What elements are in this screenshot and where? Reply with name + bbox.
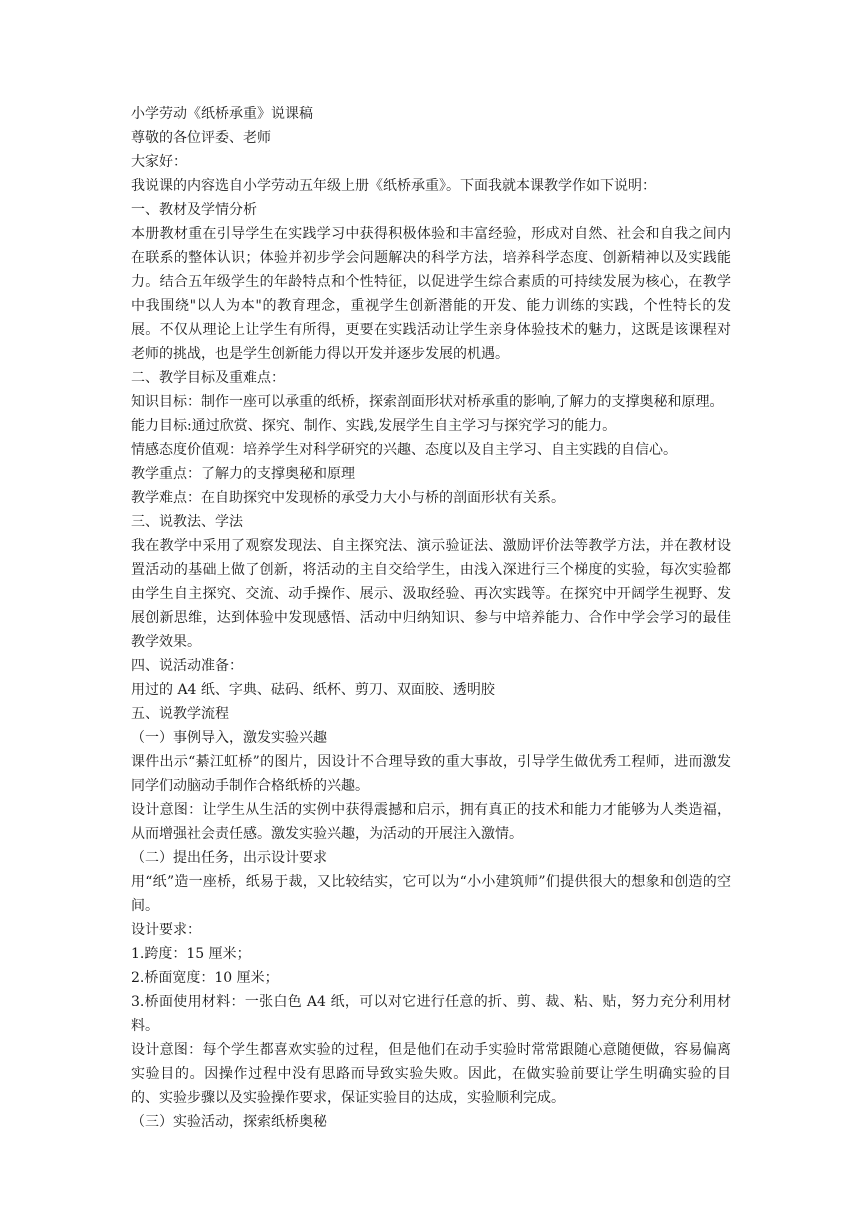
document-page (131, 102, 731, 1134)
greeting: 尊敬的各位评委、老师 (131, 130, 271, 146)
process-2-paragraph: 用“纸”造一座桥，纸易于裁，又比较结实，它可以为“小小建筑师”们提供很大的想象和创造的空间。 (131, 874, 731, 914)
section-heading-2: 二、教学目标及重难点： (131, 370, 285, 386)
process-1-paragraph: 课件出示“綦江虹桥”的图片，因设计不合理导致的重大事故，引导学生做优秀工程师，进而激发同学们动脑动手制作合格纸桥的兴趣。 (131, 754, 731, 794)
process-heading-3: （三）实验活动，探索纸桥奥秘 (131, 1114, 327, 1130)
section-heading-5: 五、说教学流程 (131, 706, 229, 722)
requirement-material: 3.桥面使用材料：一张白色 A4 纸，可以对它进行任意的折、剪、裁、粘、贴，努力充分利用材料。 (131, 994, 731, 1034)
requirement-width: 2.桥面宽度：10 厘米； (131, 970, 279, 986)
emotion-goal: 情感态度价值观：培养学生对科学研究的兴趣、态度以及自主学习、自主实践的自信心。 (131, 442, 677, 458)
knowledge-goal: 知识目标：制作一座可以承重的纸桥，探索剖面形状对桥承重的影响,了解力的支撑奥秘和原理。 (131, 394, 724, 410)
salutation: 大家好： (131, 154, 187, 170)
teaching-key-point: 教学重点：了解力的支撑奥秘和原理 (131, 466, 355, 482)
materials-list: 用过的 A4 纸、字典、砝码、纸杯、剪刀、双面胶、透明胶 (131, 682, 495, 698)
requirements-label: 设计要求： (131, 922, 201, 938)
requirement-span: 1.跨度：15 厘米； (131, 946, 251, 962)
process-heading-1: （一）事例导入，激发实验兴趣 (131, 730, 327, 746)
section-heading-1: 一、教材及学情分析 (131, 202, 257, 218)
document-title: 小学劳动《纸桥承重》说课稿 (131, 106, 313, 122)
section-1-paragraph: 本册教材重在引导学生在实践学习中获得积极体验和丰富经验，形成对自然、社会和自我之间内在联系的整体认识；体验并初步学会问题解决的科学方法，培养科学态度、创新精神以及实践能力。结合五年级学生的年龄特点和个性特征，以促进学生综合素质的可持续发展为核心，在教学中我围绕"以人为本"的教育理念，重视学生创新潜能的开发、能力训练的实践，个性特长的发展。不仅从理论上让学生有所得，更要在实践活动让学生亲身体验技术的魅力，这既是该课程对老师的挑战，也是学生创新能力得以开发并逐步发展的机遇。 (131, 226, 731, 362)
section-heading-4: 四、说活动准备： (131, 658, 243, 674)
ability-goal: 能力目标:通过欣赏、探究、制作、实践,发展学生自主学习与探究学习的能力。 (131, 418, 617, 434)
section-heading-3: 三、说教法、学法 (131, 514, 243, 530)
intro-text: 我说课的内容选自小学劳动五年级上册《纸桥承重》。下面我就本课教学作如下说明： (131, 178, 656, 194)
teaching-difficulty: 教学难点：在自助探究中发现桥的承受力大小与桥的剖面形状有关系。 (131, 490, 565, 506)
process-heading-2: （二）提出任务，出示设计要求 (131, 850, 327, 866)
section-3-paragraph: 我在教学中采用了观察发现法、自主探究法、演示验证法、激励评价法等教学方法，并在教材设置活动的基础上做了创新，将活动的主自交给学生，由浅入深进行三个梯度的实验，每次实验都由学生自主探究、交流、动手操作、展示、汲取经验、再次实践等。在探究中开阔学生视野、发展创新思维，达到体验中发现感悟、活动中归纳知识、参与中培养能力、合作中学会学习的最佳教学效果。 (131, 538, 731, 650)
process-2-intent: 设计意图：每个学生都喜欢实验的过程，但是他们在动手实验时常常跟随心意随便做，容易偏离实验目的。因操作过程中没有思路而导致实验失败。因此，在做实验前要让学生明确实验的目的、实验步骤以及实验操作要求，保证实验目的达成，实验顺利完成。 (131, 1042, 731, 1106)
process-1-intent: 设计意图：让学生从生活的实例中获得震撼和启示，拥有真正的技术和能力才能够为人类造福，从而增强社会责任感。激发实验兴趣，为活动的开展注入激情。 (131, 802, 731, 842)
